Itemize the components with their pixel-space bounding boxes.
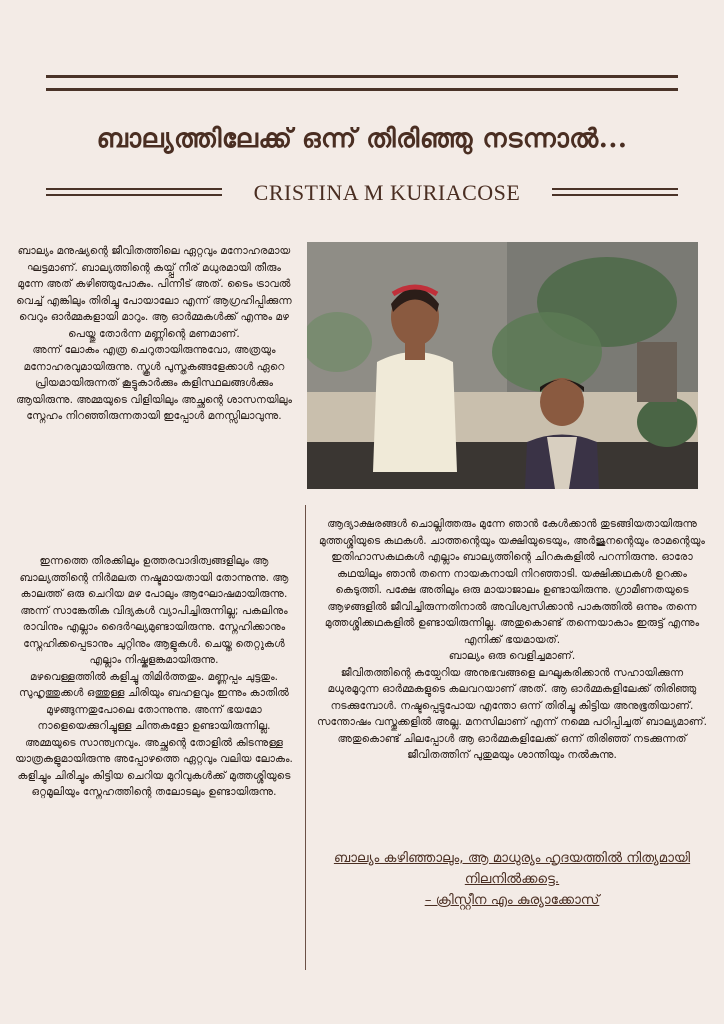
author-name: CRISTINA M KURIACOSE [253, 180, 521, 205]
paragraph: ആദ്യാക്ഷരങ്ങൾ ചൊല്ലിത്തരും മുന്നേ ഞാൻ കേൾക്കാൻ തുടങ്ങിയതായിരുന്നു മുത്തശ്ശിയുടെ കഥകൾ. ചാത്തന്റെയും യക്ഷിയുടെയും, അർജുനന്റെയും രാമന്റെയും ഇതിഹാസകഥകൾ എല്ലാം ബാല്യത്തിന്റെ ചിറകുകളിൽ പറന്നിരുന്നു. ഓരോ കഥയിലും ഞാൻ തന്നെ നായകനായി നിറഞ്ഞാടി. യക്ഷിക്കഥകൾ ഉറക്കം കെടുത്തി. പക്ഷേ അതിലും ഒരു മായാജാലം ഉണ്ടായിരുന്നു. ഗ്രാമീണതയുടെ ആഴങ്ങളിൽ ജീവിച്ചിരുന്നതിനാൽ അവിശ്വസിക്കാൻ പാകത്തിൽ ഒന്നും തന്നെ മുത്തശ്ശിക്കഥകളിൽ ഉണ്ടായിരുന്നില്ല. അതുകൊണ്ട് തന്നെയാകാം ഇരുട്ട് എന്നും എനിക്ക് ഭയമായത്. [319, 518, 705, 646]
left-column-top [14, 243, 294, 425]
byline-right-rule-2 [552, 194, 678, 196]
paragraph: ജീവിതത്തിന്റെ കയ്പേറിയ അനുഭവങ്ങളെ ലഘൂകരിക്കാൻ സഹായിക്കുന്ന മധുരമൂറുന്ന ഓർമ്മകളുടെ കലവറയാണ് അത്. ആ ഓർമ്മകളിലേക്ക് തിരിഞ്ഞു നടക്കുമ്പോൾ. നഷ്ടപ്പെട്ടുപോയ എന്തോ ഒന്ന് തിരിച്ചു കിട്ടിയ അനുഭൂതിയാണ്. സന്തോഷം വസ്തുക്കളിൽ അല്ല. മനസിലാണ് എന്ന് നമ്മെ പഠിപ്പിച്ചത് ബാല്യമാണ്. അതുകൊണ്ട് ചിലപ്പോൾ ആ ഓർമ്മകളിലേക്ക് ഒന്ന് തിരിഞ്ഞ് നടക്കുന്നത് ജീവിതത്തിന് പുതുമയും ശാന്തിയും നൽകുന്നു. [316, 666, 708, 761]
byline-left-rule-1 [46, 188, 222, 190]
paragraph: ഇന്നത്തെ തിരക്കിലും ഉത്തരവാദിത്വങ്ങളിലും ആ ബാല്യത്തിന്റെ നിർമലത നഷ്ടമായതായി തോന്നുന്നു. ആ കാലത്ത് ഒരു ചെറിയ മഴ പോലും ആഘോഷമായിരുന്നു. അന്ന് സാങ്കേതിക വിദ്യകൾ വ്യാപിച്ചിരുന്നില്ല; പകലിനും രാവിനും എല്ലാം ദൈർഘ്യമുണ്ടായിരുന്നു. സ്നേഹിക്കാനും സ്നേഹിക്കപ്പെടാനും ചുറ്റിനും ആളുകൾ. ചെയ്ത തെറ്റുകൾ എല്ലാം നിഷ്കളങ്കമായിരുന്നു. [19, 555, 289, 666]
article-title: ബാല്യത്തിലേക്ക് ഒന്ന് തിരിഞ്ഞു നടന്നാൽ... [96, 124, 628, 154]
childhood-photo [307, 242, 698, 489]
column-divider [305, 505, 306, 970]
top-rule-1 [46, 75, 678, 78]
paragraph: ബാല്യം മനുഷ്യന്റെ ജീവിതത്തിലെ ഏറ്റവും മനോഹരമായ ഘട്ടമാണ്. ബാല്യത്തിന്റെ കയ്പ്പ് നീര് മധുരമായി തീരും മുന്നേ അത് കഴിഞ്ഞുപോകും. പിന്നീട് അത്. ടൈം ട്രാവൽ വെച്ച് എങ്കിലും തിരിച്ചു പോയാലോ എന്ന് ആഗ്രഹിപ്പിക്കുന്ന വെറും ഓർമ്മകളായി മാറും. ആ ഓർമ്മകൾക്ക് എന്നും മഴ പെയ്തു തോർന്ന മണ്ണിന്റെ മണമാണ്. [16, 245, 292, 340]
byline [46, 180, 678, 210]
closing-line: ബാല്യം കഴിഞ്ഞാലും, ആ മാധുര്യം ഹൃദയത്തിൽ നിത്യമായി നിലനിൽക്കട്ടെ. [333, 850, 691, 887]
paragraph: ബാല്യം ഒരു വെളിച്ചമാണ്. [448, 650, 576, 662]
right-column [316, 516, 708, 764]
photo-illustration [307, 242, 698, 489]
top-rule-2 [46, 88, 678, 91]
closing-signature: – ക്രിസ്റ്റീന എം കുര്യാക്കോസ് [424, 892, 600, 908]
paragraph: മഴവെള്ളത്തിൽ കളിച്ചു തിമിർത്തതും. മണ്ണപ്പം ചുട്ടതും. സുഹൃത്തുക്കൾ ഒത്തുള്ള ചിരിയും ബഹളവും ഇന്നും കാതിൽ മുഴങ്ങുന്നതുപോലെ തോന്നുന്നു. അന്ന് ഭയമോ നാളെയെക്കുറിച്ചുള്ള ചിന്തകളോ ഉണ്ടായിരുന്നില്ല. അമ്മയുടെ സാന്ത്വനവും. അച്ഛന്റെ തോളിൽ കിടന്നുള്ള യാത്രകളുമായിരുന്നു അപ്പോഴത്തെ ഏറ്റവും വലിയ ലോകം. കളിച്ചും ചിരിച്ചും കിട്ടിയ ചെറിയ മുറിവുകൾക്ക് മുത്തശ്ശിയുടെ ഒറ്റമൂലിയും സ്നേഹത്തിന്റെ തലോടലും ഉണ്ടായിരുന്നു. [15, 670, 293, 798]
left-column-bottom [14, 553, 294, 801]
paragraph: അന്ന് ലോകം എത്ര ചെറുതായിരുന്നുവോ, അത്രയും മനോഹരവുമായിരുന്നു. സ്കൂൾ പുസ്തകങ്ങളേക്കാൾ ഏറെ പ്രിയമായിരുന്നത് കൂട്ടുകാർക്കും കളിസ്ഥലങ്ങൾക്കും ആയിരുന്നു. അമ്മയുടെ വിളിയിലും അച്ഛന്റെ ശാസനയിലും സ്നേഹം നിറഞ്ഞിരുന്നതായി ഇപ്പോൾ മനസ്സിലാവുന്നു. [15, 344, 293, 422]
byline-right-rule-1 [552, 188, 678, 190]
closing-quote [316, 848, 708, 911]
byline-left-rule-2 [46, 194, 222, 196]
